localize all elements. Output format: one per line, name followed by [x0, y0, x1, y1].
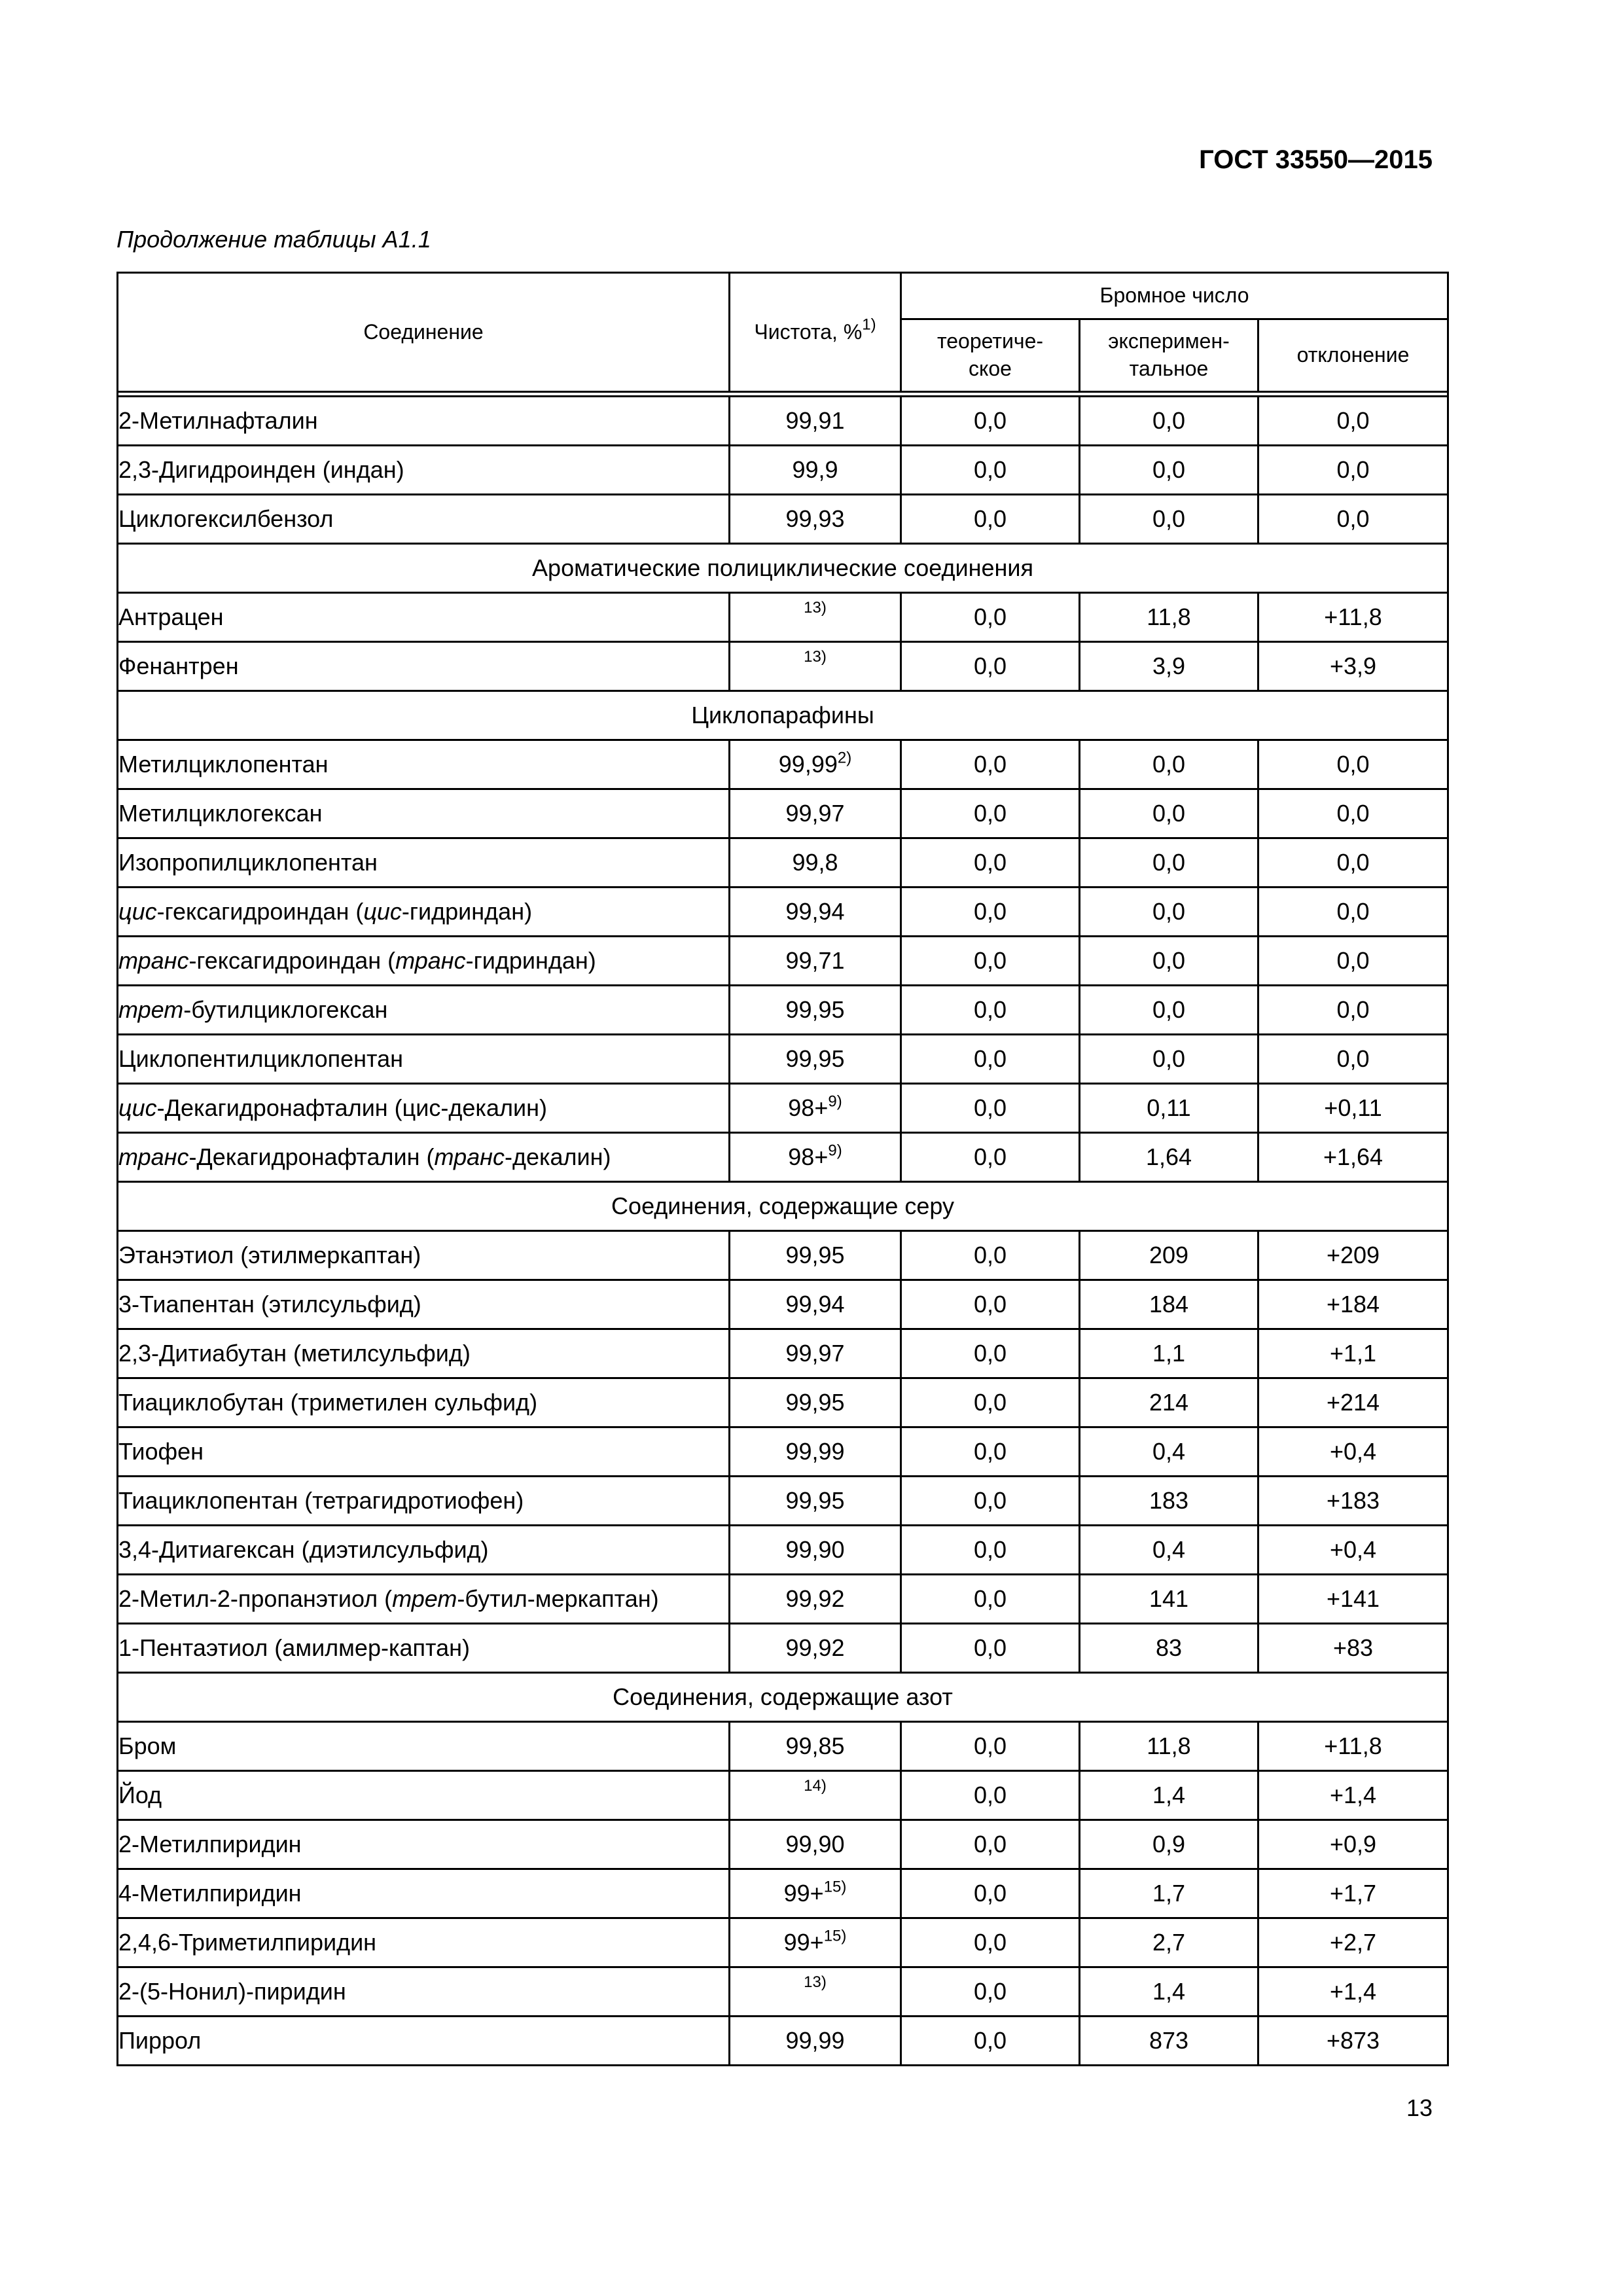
group-heading: Соединения, содержащие азот [118, 1673, 1448, 1722]
purity-footnote: 15) [823, 1927, 847, 1945]
compound-name [118, 1133, 730, 1182]
compound-name [118, 789, 730, 838]
table-caption: Продолжение таблицы А1.1 [116, 226, 431, 253]
deviation-value: 0,0 [1258, 495, 1448, 544]
compound-name-part: 1-Пентаэтиол (амилмер-каптан) [118, 1634, 470, 1661]
theoretical-value: 0,0 [901, 740, 1080, 789]
purity-value: 98+ [788, 1094, 829, 1121]
purity-value: 99,91 [785, 407, 845, 434]
compound-name [118, 1378, 730, 1427]
compound-name-part: -бутилциклогексан [183, 996, 388, 1023]
deviation-value: +184 [1258, 1280, 1448, 1329]
experimental-value: 0,0 [1080, 446, 1258, 495]
deviation-value: 0,0 [1258, 397, 1448, 446]
theoretical-value: 0,0 [901, 495, 1080, 544]
purity-value: 99,99 [778, 751, 838, 778]
experimental-value: 0,0 [1080, 888, 1258, 937]
compound-name-part: 3,4-Дитиагексан (диэтилсульфид) [118, 1536, 489, 1563]
purity-cell [730, 2017, 901, 2066]
compound-name [118, 1918, 730, 1967]
purity-cell [730, 937, 901, 986]
compound-name-part: Фенантрен [118, 653, 239, 679]
deviation-value: +0,4 [1258, 1526, 1448, 1575]
compound-name [118, 1967, 730, 2017]
table-row [118, 789, 1448, 838]
experimental-value: 141 [1080, 1575, 1258, 1624]
theoretical-value: 0,0 [901, 838, 1080, 888]
experimental-value: 0,0 [1080, 397, 1258, 446]
table-row [118, 1771, 1448, 1820]
purity-cell [730, 1084, 901, 1133]
purity-cell [730, 1526, 901, 1575]
purity-value: 99,90 [785, 1536, 845, 1563]
deviation-value: 0,0 [1258, 789, 1448, 838]
compound-name [118, 1329, 730, 1378]
purity-cell [730, 1918, 901, 1967]
purity-footnote: 9) [828, 1141, 842, 1160]
table-body [118, 392, 1448, 2066]
deviation-value: +0,11 [1258, 1084, 1448, 1133]
table-row [118, 1035, 1448, 1084]
experimental-value: 0,0 [1080, 838, 1258, 888]
purity-cell [730, 642, 901, 691]
table-row [118, 1084, 1448, 1133]
deviation-value: +0,4 [1258, 1427, 1448, 1477]
compound-name-part: -гидриндан) [465, 947, 596, 974]
group-row [118, 1182, 1448, 1231]
purity-value: 99,90 [785, 1831, 845, 1857]
compound-name-part: Циклопентилциклопентан [118, 1045, 404, 1072]
table-row [118, 937, 1448, 986]
deviation-value: +141 [1258, 1575, 1448, 1624]
table-row [118, 1624, 1448, 1673]
table-row [118, 1231, 1448, 1280]
table-row [118, 642, 1448, 691]
purity-value: 99,95 [785, 1045, 845, 1072]
table-row [118, 1575, 1448, 1624]
compound-name-part: Этанэтиол (этилмеркаптан) [118, 1242, 421, 1268]
compound-name-part: 4-Метилпиридин [118, 1880, 302, 1907]
compound-name [118, 642, 730, 691]
compounds-table [116, 272, 1449, 2066]
compound-name [118, 1771, 730, 1820]
table-row [118, 740, 1448, 789]
experimental-value: 183 [1080, 1477, 1258, 1526]
theoretical-value: 0,0 [901, 1918, 1080, 1967]
purity-value: 99,99 [785, 2027, 845, 2054]
purity-cell [730, 838, 901, 888]
experimental-value: 83 [1080, 1624, 1258, 1673]
group-row [118, 544, 1448, 593]
purity-cell [730, 1477, 901, 1526]
header-deviation: отклонение [1258, 319, 1448, 392]
deviation-value: +3,9 [1258, 642, 1448, 691]
deviation-value: +83 [1258, 1624, 1448, 1673]
purity-footnote: 15) [823, 1878, 847, 1896]
experimental-value: 2,7 [1080, 1918, 1258, 1967]
compound-name-part: Тиациклопентан (тетрагидротиофен) [118, 1487, 524, 1514]
table-row [118, 1378, 1448, 1427]
experimental-value: 0,4 [1080, 1427, 1258, 1477]
compound-name [118, 1526, 730, 1575]
experimental-value: 0,0 [1080, 937, 1258, 986]
theoretical-value: 0,0 [901, 1280, 1080, 1329]
compound-name [118, 838, 730, 888]
compound-name [118, 397, 730, 446]
experimental-value: 214 [1080, 1378, 1258, 1427]
experimental-value: 11,8 [1080, 1722, 1258, 1771]
compound-name [118, 2017, 730, 2066]
compound-name [118, 1477, 730, 1526]
theoretical-value: 0,0 [901, 2017, 1080, 2066]
deviation-value: +183 [1258, 1477, 1448, 1526]
compound-name-part: трет [118, 996, 184, 1023]
theoretical-value: 0,0 [901, 937, 1080, 986]
compound-name-part: Пиррол [118, 2027, 202, 2054]
separator-cell [118, 392, 1448, 397]
theoretical-value: 0,0 [901, 1967, 1080, 2017]
theoretical-value: 0,0 [901, 1378, 1080, 1427]
deviation-value: +1,64 [1258, 1133, 1448, 1182]
purity-value: 99,85 [785, 1732, 845, 1759]
group-row [118, 1673, 1448, 1722]
theoretical-value: 0,0 [901, 1477, 1080, 1526]
theoretical-value: 0,0 [901, 789, 1080, 838]
purity-value: 99,93 [785, 505, 845, 532]
table-row [118, 446, 1448, 495]
purity-value: 99,97 [785, 800, 845, 827]
compound-name-part: цис [363, 898, 402, 925]
purity-value: 99,95 [785, 1487, 845, 1514]
compound-name [118, 1035, 730, 1084]
purity-footnote: 13) [804, 648, 827, 666]
compound-name-part: 2,3-Дигидроинден (индан) [118, 456, 404, 483]
table-row [118, 1427, 1448, 1477]
compound-name-part: Метилциклогексан [118, 800, 323, 827]
compound-name [118, 888, 730, 937]
purity-cell [730, 888, 901, 937]
header-purity-label: Чистота, % [754, 319, 863, 344]
table-row [118, 1967, 1448, 2017]
compound-name-part: транс [434, 1143, 505, 1170]
group-heading: Циклопарафины [118, 691, 1448, 740]
theoretical-value: 0,0 [901, 1771, 1080, 1820]
page-number: 13 [1406, 2094, 1433, 2121]
purity-value: 99,94 [785, 1291, 845, 1318]
deviation-value: +2,7 [1258, 1918, 1448, 1967]
compound-name-part: трет [392, 1585, 457, 1612]
purity-cell [730, 1329, 901, 1378]
deviation-value: +873 [1258, 2017, 1448, 2066]
compound-name [118, 1722, 730, 1771]
purity-cell [730, 1722, 901, 1771]
compound-name [118, 1231, 730, 1280]
theoretical-value: 0,0 [901, 642, 1080, 691]
compound-name-part: Циклогексилбензол [118, 505, 334, 532]
header-separator [118, 392, 1448, 397]
compound-name-part: -гексагидроиндан ( [188, 947, 396, 974]
purity-cell [730, 1624, 901, 1673]
purity-value: 99,95 [785, 996, 845, 1023]
compound-name [118, 1575, 730, 1624]
compound-name-part: -гексагидроиндан ( [156, 898, 364, 925]
compound-name-part: -бутил-меркаптан) [457, 1585, 659, 1612]
compound-name [118, 937, 730, 986]
deviation-value: +214 [1258, 1378, 1448, 1427]
purity-cell [730, 1133, 901, 1182]
deviation-value: 0,0 [1258, 740, 1448, 789]
deviation-value: +1,7 [1258, 1869, 1448, 1918]
theoretical-value: 0,0 [901, 1231, 1080, 1280]
purity-value: 99,92 [785, 1634, 845, 1661]
deviation-value: +0,9 [1258, 1820, 1448, 1869]
table-row [118, 397, 1448, 446]
table-row [118, 1133, 1448, 1182]
deviation-value: +1,4 [1258, 1771, 1448, 1820]
purity-cell [730, 1575, 901, 1624]
deviation-value: +209 [1258, 1231, 1448, 1280]
table-row [118, 593, 1448, 642]
purity-cell [730, 740, 901, 789]
experimental-value: 0,0 [1080, 986, 1258, 1035]
header-experimental: эксперимен- тальное [1080, 319, 1258, 392]
compound-name-part: Тиациклобутан (триметилен сульфид) [118, 1389, 538, 1416]
table-row [118, 838, 1448, 888]
theoretical-value: 0,0 [901, 1624, 1080, 1673]
experimental-value: 184 [1080, 1280, 1258, 1329]
compound-name-part: 2-Метилнафталин [118, 407, 318, 434]
purity-cell [730, 1869, 901, 1918]
compound-name-part: 3-Тиапентан (этилсульфид) [118, 1291, 421, 1318]
deviation-value: 0,0 [1258, 888, 1448, 937]
theoretical-value: 0,0 [901, 1575, 1080, 1624]
compound-name-part: Антрацен [118, 603, 224, 630]
purity-cell [730, 495, 901, 544]
purity-value: 99,95 [785, 1389, 845, 1416]
purity-value: 99+ [783, 1880, 824, 1907]
table-row [118, 1526, 1448, 1575]
purity-cell [730, 1771, 901, 1820]
compound-name [118, 1280, 730, 1329]
compound-name-part: транс [118, 1143, 189, 1170]
experimental-value: 11,8 [1080, 593, 1258, 642]
group-heading: Соединения, содержащие серу [118, 1182, 1448, 1231]
table-row [118, 1477, 1448, 1526]
purity-value: 99,94 [785, 898, 845, 925]
experimental-value: 3,9 [1080, 642, 1258, 691]
experimental-value: 1,4 [1080, 1771, 1258, 1820]
experimental-value: 0,0 [1080, 740, 1258, 789]
compound-name-part: 2,4,6-Триметилпиридин [118, 1929, 377, 1956]
compound-name [118, 1427, 730, 1477]
table-row [118, 1329, 1448, 1378]
group-heading: Ароматические полициклические соединения [118, 544, 1448, 593]
purity-value: 99+ [783, 1929, 824, 1956]
document-code: ГОСТ 33550—2015 [1199, 145, 1433, 174]
table-row [118, 1820, 1448, 1869]
compound-name-part: 2-Метилпиридин [118, 1831, 302, 1857]
theoretical-value: 0,0 [901, 1722, 1080, 1771]
table-row [118, 986, 1448, 1035]
theoretical-value: 0,0 [901, 1869, 1080, 1918]
deviation-value: +11,8 [1258, 593, 1448, 642]
compound-name-part: цис [118, 1094, 157, 1121]
theoretical-value: 0,0 [901, 1084, 1080, 1133]
deviation-value: 0,0 [1258, 1035, 1448, 1084]
experimental-value: 1,7 [1080, 1869, 1258, 1918]
theoretical-value: 0,0 [901, 1133, 1080, 1182]
purity-footnote: 9) [828, 1092, 842, 1111]
purity-cell [730, 593, 901, 642]
deviation-value: +11,8 [1258, 1722, 1448, 1771]
purity-cell [730, 397, 901, 446]
purity-footnote: 13) [804, 599, 827, 617]
deviation-value: 0,0 [1258, 838, 1448, 888]
purity-value: 99,71 [785, 947, 845, 974]
purity-footnote: 14) [804, 1777, 827, 1795]
theoretical-value: 0,0 [901, 397, 1080, 446]
compound-name [118, 1869, 730, 1918]
header-purity [730, 273, 901, 392]
deviation-value: 0,0 [1258, 937, 1448, 986]
purity-cell [730, 1820, 901, 1869]
compound-name [118, 1084, 730, 1133]
header-bromine-number: Бромное число [901, 273, 1448, 319]
experimental-value: 209 [1080, 1231, 1258, 1280]
compound-name-part: Тиофен [118, 1438, 204, 1465]
compound-name-part: цис [118, 898, 157, 925]
purity-footnote: 2) [837, 749, 852, 767]
experimental-value: 0,4 [1080, 1526, 1258, 1575]
experimental-value: 0,0 [1080, 1035, 1258, 1084]
compound-name [118, 446, 730, 495]
deviation-value: 0,0 [1258, 986, 1448, 1035]
theoretical-value: 0,0 [901, 1035, 1080, 1084]
purity-cell [730, 1427, 901, 1477]
experimental-value: 0,0 [1080, 495, 1258, 544]
compound-name [118, 495, 730, 544]
deviation-value: 0,0 [1258, 446, 1448, 495]
purity-value: 99,95 [785, 1242, 845, 1268]
experimental-value: 0,0 [1080, 789, 1258, 838]
purity-value: 99,8 [792, 849, 838, 876]
table-row [118, 495, 1448, 544]
theoretical-value: 0,0 [901, 446, 1080, 495]
experimental-value: 873 [1080, 2017, 1258, 2066]
compound-name-part: транс [395, 947, 466, 974]
purity-cell [730, 1378, 901, 1427]
compound-name-part: 2,3-Дитиабутан (метилсульфид) [118, 1340, 471, 1367]
group-row [118, 691, 1448, 740]
theoretical-value: 0,0 [901, 1329, 1080, 1378]
experimental-value: 0,9 [1080, 1820, 1258, 1869]
table-row [118, 1869, 1448, 1918]
table-row [118, 1722, 1448, 1771]
compound-name-part: 2-Метил-2-пропанэтиол ( [118, 1585, 393, 1612]
purity-value: 98+ [788, 1143, 829, 1170]
compound-name-part: -декалин) [504, 1143, 611, 1170]
table-row [118, 888, 1448, 937]
compound-name [118, 740, 730, 789]
experimental-value: 1,64 [1080, 1133, 1258, 1182]
theoretical-value: 0,0 [901, 1427, 1080, 1477]
purity-cell [730, 1967, 901, 2017]
experimental-value: 1,4 [1080, 1967, 1258, 2017]
purity-value: 99,97 [785, 1340, 845, 1367]
table-row [118, 1918, 1448, 1967]
deviation-value: +1,1 [1258, 1329, 1448, 1378]
header-purity-note: 1) [862, 315, 876, 334]
purity-value: 99,92 [785, 1585, 845, 1612]
compound-name-part: 2-(5-Нонил)-пиридин [118, 1978, 346, 2005]
theoretical-value: 0,0 [901, 593, 1080, 642]
compound-name-part: -Декагидронафталин (цис-декалин) [156, 1094, 547, 1121]
theoretical-value: 0,0 [901, 986, 1080, 1035]
header-compound: Соединение [118, 273, 730, 392]
table-row [118, 2017, 1448, 2066]
compound-name [118, 986, 730, 1035]
purity-footnote: 13) [804, 1973, 827, 1991]
compound-name-part: Метилциклопентан [118, 751, 329, 778]
experimental-value: 1,1 [1080, 1329, 1258, 1378]
compound-name-part: транс [118, 947, 189, 974]
theoretical-value: 0,0 [901, 888, 1080, 937]
experimental-value: 0,11 [1080, 1084, 1258, 1133]
theoretical-value: 0,0 [901, 1820, 1080, 1869]
compound-name [118, 1624, 730, 1673]
compound-name [118, 1820, 730, 1869]
compound-name-part: Йод [118, 1782, 162, 1808]
theoretical-value: 0,0 [901, 1526, 1080, 1575]
purity-value: 99,99 [785, 1438, 845, 1465]
purity-cell [730, 1280, 901, 1329]
table-row [118, 1280, 1448, 1329]
deviation-value: +1,4 [1258, 1967, 1448, 2017]
purity-cell [730, 986, 901, 1035]
compound-name [118, 593, 730, 642]
purity-cell [730, 1035, 901, 1084]
compound-name-part: -гидриндан) [401, 898, 533, 925]
purity-cell [730, 789, 901, 838]
purity-value: 99,9 [792, 456, 838, 483]
compound-name-part: Изопропилциклопентан [118, 849, 378, 876]
compound-name-part: Бром [118, 1732, 177, 1759]
header-theoretical: теоретиче- ское [901, 319, 1080, 392]
purity-cell [730, 1231, 901, 1280]
purity-cell [730, 446, 901, 495]
compound-name-part: -Декагидронафталин ( [188, 1143, 435, 1170]
